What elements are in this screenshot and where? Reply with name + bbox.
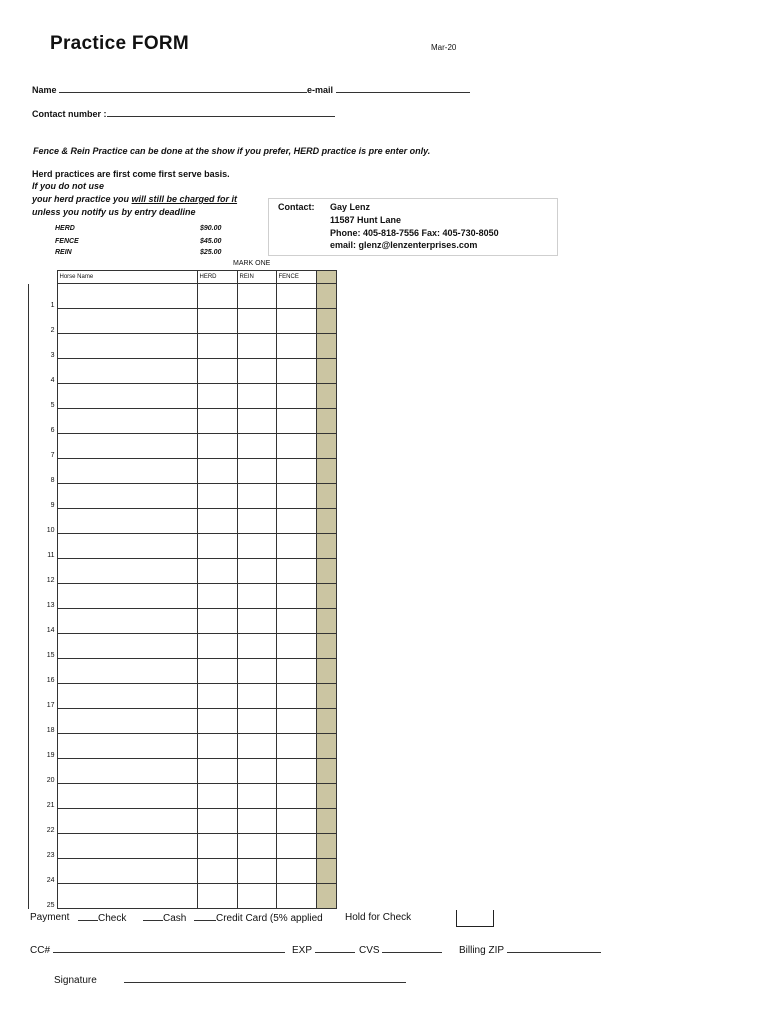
fence-rein-note: Fence & Rein Practice can be done at the show if you prefer, HERD practice is pre enter only. xyxy=(33,146,431,156)
row-number-header xyxy=(29,271,58,284)
rein-cell[interactable] xyxy=(237,659,276,684)
table-row xyxy=(29,684,337,709)
cc-label: CC# xyxy=(30,945,51,956)
herd-cell[interactable] xyxy=(197,609,237,634)
table-row xyxy=(29,484,337,509)
shaded-cell xyxy=(316,734,336,759)
fence-cell[interactable] xyxy=(276,359,316,384)
cash-option[interactable] xyxy=(143,912,186,924)
row-number: 11 xyxy=(29,534,58,559)
shaded-cell xyxy=(316,509,336,534)
fence-cell[interactable] xyxy=(276,709,316,734)
credit-blank[interactable] xyxy=(194,912,216,921)
row-number: 10 xyxy=(29,509,58,534)
fence-cell[interactable] xyxy=(276,334,316,359)
fence-cell[interactable] xyxy=(276,509,316,534)
horse-name-cell[interactable] xyxy=(57,834,197,859)
price-name-rein: REIN xyxy=(55,249,72,256)
shaded-cell xyxy=(316,834,336,859)
check-blank[interactable] xyxy=(78,912,98,921)
row-number: 15 xyxy=(29,634,58,659)
table-row xyxy=(29,709,337,734)
fence-header: FENCE xyxy=(276,271,316,284)
fence-cell[interactable] xyxy=(276,559,316,584)
horse-name-cell[interactable] xyxy=(57,409,197,434)
shaded-cell xyxy=(316,784,336,809)
shaded-cell xyxy=(316,534,336,559)
fence-cell[interactable] xyxy=(276,534,316,559)
fence-cell[interactable] xyxy=(276,434,316,459)
rein-cell[interactable] xyxy=(237,859,276,884)
shaded-cell xyxy=(316,634,336,659)
email-label: e-mail xyxy=(307,85,334,95)
contact-email: email: glenz@lenzenterprises.com xyxy=(330,240,478,250)
herd-header: HERD xyxy=(197,271,237,284)
table-row xyxy=(29,634,337,659)
row-number: 6 xyxy=(29,409,58,434)
rein-cell[interactable] xyxy=(237,584,276,609)
horse-name-cell[interactable] xyxy=(57,634,197,659)
row-number: 21 xyxy=(29,784,58,809)
price-value-fence: $45.00 xyxy=(200,238,222,245)
herd-cell[interactable] xyxy=(197,484,237,509)
cash-blank[interactable] xyxy=(143,912,163,921)
contact-label: Contact: xyxy=(278,202,315,212)
horse-name-cell[interactable] xyxy=(57,359,197,384)
rein-cell[interactable] xyxy=(237,884,276,909)
fence-cell[interactable] xyxy=(276,459,316,484)
rein-cell[interactable] xyxy=(237,409,276,434)
herd-cell[interactable] xyxy=(197,334,237,359)
contact-number-row xyxy=(32,108,335,119)
shaded-cell xyxy=(316,684,336,709)
rein-cell[interactable] xyxy=(237,384,276,409)
check-option[interactable] xyxy=(78,912,126,924)
herd-cell[interactable] xyxy=(197,809,237,834)
rein-cell[interactable] xyxy=(237,809,276,834)
table-row xyxy=(29,509,337,534)
fence-cell[interactable] xyxy=(276,809,316,834)
mark-one-label: MARK ONE xyxy=(233,260,271,267)
zip-row xyxy=(459,944,601,956)
horse-name-cell[interactable] xyxy=(57,584,197,609)
fence-cell[interactable] xyxy=(276,659,316,684)
row-number: 19 xyxy=(29,734,58,759)
herd-cell[interactable] xyxy=(197,859,237,884)
horse-name-cell[interactable] xyxy=(57,684,197,709)
table-row xyxy=(29,859,337,884)
herd-cell[interactable] xyxy=(197,284,237,309)
table-row xyxy=(29,834,337,859)
horse-name-cell[interactable] xyxy=(57,709,197,734)
first-come-note: Herd practices are first come first serve basis. xyxy=(32,169,230,179)
rein-cell[interactable] xyxy=(237,434,276,459)
payment-label: Payment xyxy=(30,912,70,923)
cvs-row xyxy=(359,944,442,956)
fence-cell[interactable] xyxy=(276,784,316,809)
herd-cell[interactable] xyxy=(197,659,237,684)
row-number: 1 xyxy=(29,284,58,309)
warn-line-3: unless you notify us by entry deadline xyxy=(32,207,196,217)
table-row xyxy=(29,434,337,459)
shaded-cell xyxy=(316,809,336,834)
herd-cell[interactable] xyxy=(197,834,237,859)
shaded-cell xyxy=(316,284,336,309)
herd-cell[interactable] xyxy=(197,359,237,384)
table-row xyxy=(29,759,337,784)
horse-name-cell[interactable] xyxy=(57,734,197,759)
cc-row xyxy=(30,944,285,956)
name-label: Name xyxy=(32,85,57,95)
contact-address: 11587 Hunt Lane xyxy=(330,215,402,225)
shaded-cell xyxy=(316,409,336,434)
horse-name-cell[interactable] xyxy=(57,509,197,534)
name-field[interactable] xyxy=(59,84,307,93)
rein-header: REIN xyxy=(237,271,276,284)
shaded-cell xyxy=(316,609,336,634)
fence-cell[interactable] xyxy=(276,409,316,434)
warn-line-2 xyxy=(32,194,237,204)
row-number: 12 xyxy=(29,559,58,584)
horse-name-cell[interactable] xyxy=(57,459,197,484)
signature-label: Signature xyxy=(54,975,97,986)
form-date: Mar-20 xyxy=(431,43,457,52)
rein-cell[interactable] xyxy=(237,609,276,634)
horse-name-cell[interactable] xyxy=(57,884,197,909)
table-row xyxy=(29,284,337,309)
rein-cell[interactable] xyxy=(237,334,276,359)
exp-row xyxy=(292,944,355,956)
table-row xyxy=(29,334,337,359)
table-row xyxy=(29,409,337,434)
horse-name-cell[interactable] xyxy=(57,559,197,584)
table-row xyxy=(29,459,337,484)
shaded-cell xyxy=(316,584,336,609)
signature-row xyxy=(54,974,406,986)
herd-cell[interactable] xyxy=(197,559,237,584)
row-number: 18 xyxy=(29,709,58,734)
zip-field[interactable] xyxy=(507,944,601,953)
herd-cell[interactable] xyxy=(197,784,237,809)
horse-name-cell[interactable] xyxy=(57,384,197,409)
table-row xyxy=(29,884,337,909)
herd-cell[interactable] xyxy=(197,384,237,409)
credit-option[interactable] xyxy=(194,912,323,924)
herd-cell[interactable] xyxy=(197,634,237,659)
herd-cell[interactable] xyxy=(197,684,237,709)
rein-cell[interactable] xyxy=(237,309,276,334)
rein-cell[interactable] xyxy=(237,834,276,859)
row-number: 8 xyxy=(29,459,58,484)
rein-cell[interactable] xyxy=(237,284,276,309)
herd-cell[interactable] xyxy=(197,509,237,534)
shaded-cell xyxy=(316,759,336,784)
shaded-cell xyxy=(316,434,336,459)
herd-cell[interactable] xyxy=(197,709,237,734)
horse-name-cell[interactable] xyxy=(57,609,197,634)
rein-cell[interactable] xyxy=(237,534,276,559)
horse-name-cell[interactable] xyxy=(57,434,197,459)
fence-cell[interactable] xyxy=(276,684,316,709)
fence-cell[interactable] xyxy=(276,734,316,759)
rein-cell[interactable] xyxy=(237,709,276,734)
fence-cell[interactable] xyxy=(276,584,316,609)
row-number: 20 xyxy=(29,759,58,784)
form-title: Practice FORM xyxy=(50,33,190,54)
rein-cell[interactable] xyxy=(237,784,276,809)
row-number: 16 xyxy=(29,659,58,684)
table-row xyxy=(29,309,337,334)
rein-cell[interactable] xyxy=(237,459,276,484)
rein-cell[interactable] xyxy=(237,634,276,659)
fence-cell[interactable] xyxy=(276,609,316,634)
herd-cell[interactable] xyxy=(197,584,237,609)
shaded-cell xyxy=(316,359,336,384)
fence-cell[interactable] xyxy=(276,384,316,409)
herd-cell[interactable] xyxy=(197,309,237,334)
shaded-column-header xyxy=(316,271,336,284)
table-row xyxy=(29,384,337,409)
rein-cell[interactable] xyxy=(237,734,276,759)
cvs-field[interactable] xyxy=(382,944,442,953)
check-label: Check xyxy=(98,913,127,924)
fence-cell[interactable] xyxy=(276,634,316,659)
fence-cell[interactable] xyxy=(276,884,316,909)
table-header-row xyxy=(29,271,337,284)
horse-name-cell[interactable] xyxy=(57,334,197,359)
table-row xyxy=(29,784,337,809)
horse-name-cell[interactable] xyxy=(57,534,197,559)
table-row xyxy=(29,534,337,559)
warn-line-2b: will still be charged for it xyxy=(131,194,238,204)
row-number: 7 xyxy=(29,434,58,459)
herd-cell[interactable] xyxy=(197,884,237,909)
rein-cell[interactable] xyxy=(237,559,276,584)
row-number: 22 xyxy=(29,809,58,834)
horse-name-cell[interactable] xyxy=(57,759,197,784)
contact-number-field[interactable] xyxy=(107,108,335,117)
credit-label: Credit Card (5% applied xyxy=(216,913,323,924)
herd-cell[interactable] xyxy=(197,434,237,459)
horse-name-cell[interactable] xyxy=(57,784,197,809)
fence-cell[interactable] xyxy=(276,834,316,859)
shaded-cell xyxy=(316,484,336,509)
warn-line-1: If you do not use xyxy=(32,181,104,191)
zip-label: Billing ZIP xyxy=(459,945,504,956)
herd-cell[interactable] xyxy=(197,534,237,559)
rein-cell[interactable] xyxy=(237,684,276,709)
price-name-herd: HERD xyxy=(55,225,75,232)
row-number: 9 xyxy=(29,484,58,509)
table-row xyxy=(29,609,337,634)
horse-name-cell[interactable] xyxy=(57,284,197,309)
shaded-cell xyxy=(316,334,336,359)
table-row xyxy=(29,659,337,684)
cash-label: Cash xyxy=(163,913,187,924)
table-row xyxy=(29,809,337,834)
hold-for-check-box[interactable] xyxy=(456,910,494,927)
table-row xyxy=(29,559,337,584)
shaded-cell xyxy=(316,709,336,734)
shaded-cell xyxy=(316,459,336,484)
horse-name-cell[interactable] xyxy=(57,309,197,334)
contact-phone: Phone: 405-818-7556 Fax: 405-730-8050 xyxy=(330,228,499,238)
cc-field[interactable] xyxy=(53,944,285,953)
fence-cell[interactable] xyxy=(276,859,316,884)
shaded-cell xyxy=(316,659,336,684)
horse-name-cell[interactable] xyxy=(57,484,197,509)
herd-cell[interactable] xyxy=(197,459,237,484)
table-row xyxy=(29,359,337,384)
cvs-label: CVS xyxy=(359,945,380,956)
fence-cell[interactable] xyxy=(276,309,316,334)
hold-for-check-label: Hold for Check xyxy=(345,912,412,923)
shaded-cell xyxy=(316,859,336,884)
row-number: 14 xyxy=(29,609,58,634)
contact-name: Gay Lenz xyxy=(330,202,371,212)
price-value-rein: $25.00 xyxy=(200,249,222,256)
price-name-fence: FENCE xyxy=(55,238,79,245)
warn-line-2a: your herd practice you xyxy=(32,194,132,204)
fence-cell[interactable] xyxy=(276,484,316,509)
row-number: 13 xyxy=(29,584,58,609)
shaded-cell xyxy=(316,884,336,909)
horse-table xyxy=(28,270,337,909)
herd-cell[interactable] xyxy=(197,734,237,759)
herd-cell[interactable] xyxy=(197,409,237,434)
name-row xyxy=(32,84,470,95)
row-number: 25 xyxy=(29,884,58,909)
price-value-herd: $90.00 xyxy=(200,225,222,232)
row-number: 5 xyxy=(29,384,58,409)
contact-number-label: Contact number : xyxy=(32,109,107,119)
horse-name-header: Horse Name xyxy=(57,271,197,284)
row-number: 23 xyxy=(29,834,58,859)
row-number: 24 xyxy=(29,859,58,884)
exp-label: EXP xyxy=(292,945,312,956)
shaded-cell xyxy=(316,559,336,584)
horse-name-cell[interactable] xyxy=(57,809,197,834)
fence-cell[interactable] xyxy=(276,759,316,784)
row-number: 2 xyxy=(29,309,58,334)
rein-cell[interactable] xyxy=(237,484,276,509)
rein-cell[interactable] xyxy=(237,759,276,784)
exp-field[interactable] xyxy=(315,944,355,953)
rein-cell[interactable] xyxy=(237,509,276,534)
herd-cell[interactable] xyxy=(197,759,237,784)
table-row xyxy=(29,734,337,759)
row-number: 3 xyxy=(29,334,58,359)
shaded-cell xyxy=(316,384,336,409)
email-field[interactable] xyxy=(336,84,470,93)
shaded-cell xyxy=(316,309,336,334)
signature-field[interactable] xyxy=(124,974,406,983)
row-number: 4 xyxy=(29,359,58,384)
fence-cell[interactable] xyxy=(276,284,316,309)
rein-cell[interactable] xyxy=(237,359,276,384)
table-row xyxy=(29,584,337,609)
row-number: 17 xyxy=(29,684,58,709)
horse-name-cell[interactable] xyxy=(57,859,197,884)
horse-name-cell[interactable] xyxy=(57,659,197,684)
